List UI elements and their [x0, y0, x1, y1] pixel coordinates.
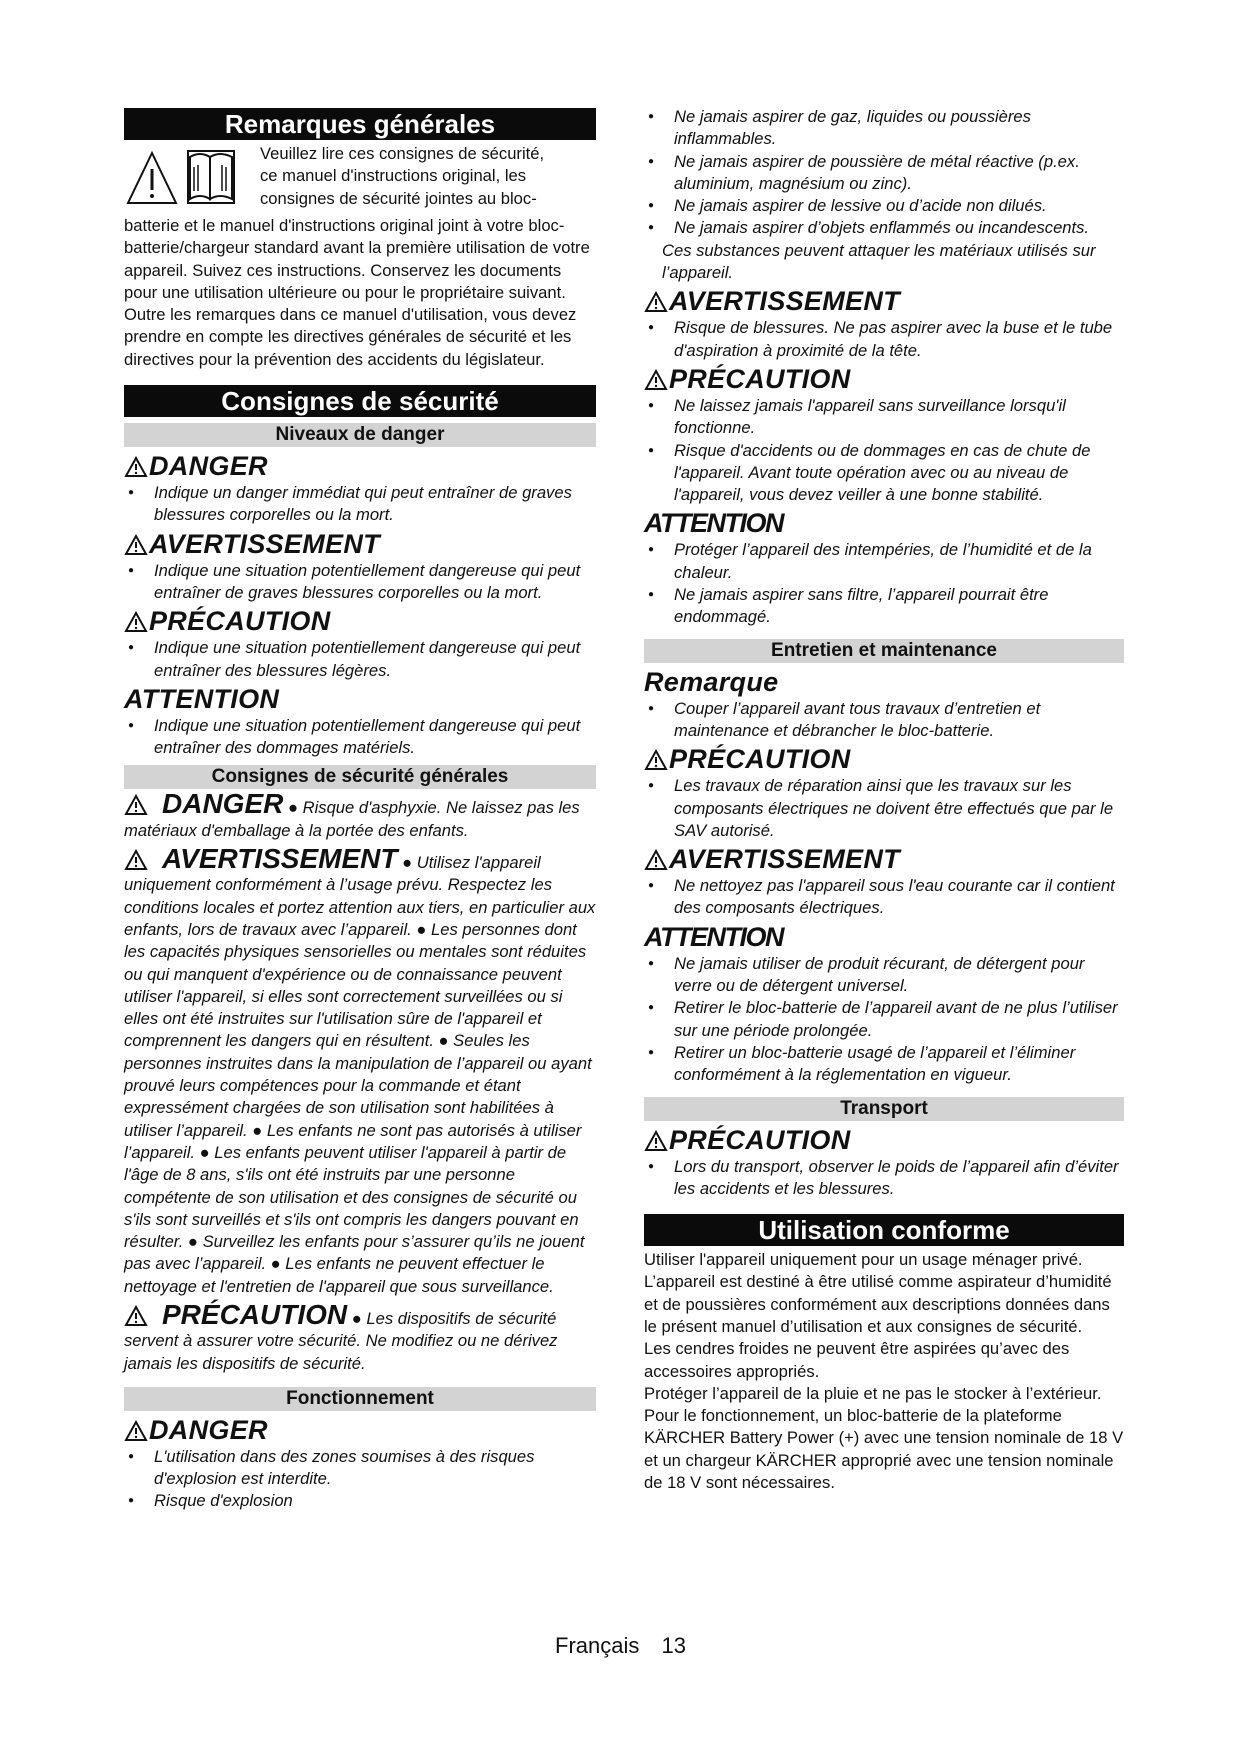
list-item: ● Couper l’appareil avant tous travaux d’entretien et maintenance et débrancher le bloc-batterie. — [644, 698, 1124, 743]
list-item: ● Ne jamais aspirer de lessive ou d’acide non dilués. — [644, 195, 1124, 217]
subheading-fonctionnement: Fonctionnement — [124, 1387, 596, 1411]
general-danger-label: DANGER — [162, 788, 284, 820]
list-item: ● Risque de blessures. Ne pas aspirer avec la buse et le tube d'aspiration à proximité de la tête. — [644, 317, 1124, 362]
list-item: ● Retirer un bloc-batterie usagé de l’appareil et l’éliminer conformément à la réglementation en vigueur. — [644, 1042, 1124, 1087]
right-column — [644, 106, 1124, 1494]
entretien-avertissement — [644, 844, 1124, 875]
right-precaution-label: PRÉCAUTION — [669, 363, 851, 394]
caution-triangle-icon — [124, 611, 148, 633]
level-avertissement-label: AVERTISSEMENT — [149, 528, 380, 559]
util-paragraph: Les cendres froides ne peuvent être aspirées qu’avec des accessoires appropriés. — [644, 1339, 1070, 1381]
list-item: ● Ne laissez jamais l'appareil sans surveillance lorsqu'il fonctionne. — [644, 395, 1124, 440]
level-precaution — [124, 606, 596, 637]
right-avertissement-label: AVERTISSEMENT — [669, 286, 900, 317]
subheading-entretien: Entretien et maintenance — [644, 639, 1124, 663]
level-danger — [124, 451, 596, 482]
general-precaution-label: PRÉCAUTION — [162, 1298, 348, 1330]
intro-paragraph: batterie et le manuel d'instructions original joint à votre bloc-batterie/chargeur standard avant la première utilisation de votre appareil. Suivez ces instructions. Conservez les documents pour une utilisation ultérieure ou pour le propriétaire suivant. — [124, 216, 590, 302]
subheading-niveaux-danger: Niveaux de danger — [124, 423, 596, 447]
general-precaution-block — [124, 1298, 596, 1375]
general-avertissement-block — [124, 843, 596, 1298]
substances-note: Ces substances peuvent attaquer les matériaux utilisés sur l’appareil. — [662, 240, 1096, 283]
caution-triangle-icon — [124, 1305, 148, 1327]
warning-triangle-icon — [124, 145, 254, 211]
list-item: ● Les travaux de réparation ainsi que les travaux sur les composants électriques ne doivent être effectués que par le SAV autorisé. — [644, 775, 1124, 842]
warning-and-manual-icons — [124, 145, 254, 215]
list-item: ● Risque d'accidents ou de dommages en cas de chute de l'appareil. Avant toute opération avec ou au niveau de l'appareil, vous devez veiller à une bonne stabilité. — [644, 440, 1124, 507]
caution-triangle-icon — [644, 369, 668, 391]
intro-line-3: consignes de sécurité jointes au bloc- — [260, 188, 537, 208]
general-precaution-text: ● Les dispositifs de sécurité servent à assurer votre sécurité. Ne modifiez ou ne dérivez jamais les dispositifs de sécurité. — [124, 1308, 558, 1373]
right-precaution — [644, 364, 1124, 395]
page-footer — [0, 1633, 1241, 1659]
util-paragraph: Protéger l’appareil de la pluie et ne pas le stocker à l’extérieur. — [644, 1383, 1102, 1403]
left-column — [124, 108, 596, 1513]
warning-triangle-icon — [644, 849, 668, 871]
directives-paragraph: Outre les remarques dans ce manuel d'utilisation, vous devez prendre en compte les directives générales de sécurité et les directives pour la prévention des accidents du législateur. — [124, 305, 577, 369]
subheading-consignes-generales: Consignes de sécurité générales — [124, 765, 596, 789]
list-item: ● Ne jamais aspirer de gaz, liquides ou poussières inflammables. — [644, 106, 1124, 151]
warning-triangle-icon — [124, 849, 148, 871]
transport-precaution — [644, 1125, 1124, 1156]
list-item: ● Lors du transport, observer le poids de l’appareil afin d’éviter les accidents et les blessures. — [644, 1156, 1124, 1201]
level-danger-label: DANGER — [149, 451, 268, 482]
util-paragraph: L’appareil est destiné à être utilisé comme aspirateur d’humidité et de poussières conformément aux descriptions données dans le présent manuel d’utilisation et aux consignes de sécurité. — [644, 1272, 1112, 1336]
general-avertissement-label: AVERTISSEMENT — [162, 843, 398, 875]
level-precaution-label: PRÉCAUTION — [149, 606, 331, 637]
util-paragraph: Pour le fonctionnement, un bloc-batterie de la plateforme KÄRCHER Battery Power (+) avec une tension nominale de 18 V et un chargeur KÄRCHER approprié avec une tension nominale de 18 V sont nécessaires. — [644, 1406, 1124, 1493]
subheading-transport: Transport — [644, 1097, 1124, 1121]
general-avertissement-text: ● Utilisez l'appareil uniquement conformément à l’usage prévu. Respectez les conditions locales et portez attention aux tiers, en particulier aux enfants, lors de travaux avec l’appareil. ● Les personnes dont les capacités physiques sensorielles ou mentales sont réduites ou qui manquent d'expérience ou de connaissance peuvent utiliser l'appareil, si elles sont correctement surveillées ou si elles ont été instruites sur l'utilisation sûre de l'appareil et comprennent les dangers qui en résultent. ● Seules les personnes instruites dans la manipulation de l’appareil ou ayant prouvé leurs compétences pour la commande et étant expressément chargées de son utilisation sont habilitées à utiliser l’appareil. ● Les enfants ne sont pas autorisés à utiliser l’appareil. ● Les enfants peuvent utiliser l'appareil à partir de l'âge de 8 ans, s'ils ont été instruits par une personne compétente de son utilisation et des consignes de sécurité ou s'ils sont surveillés et s'ils ont compris les dangers pouvant en résulter. ● Surveillez les enfants pour s’assurer qu’ils ne jouent pas avec l’appareil. ● Les enfants ne peuvent effectuer le nettoyage et l'entretien de l'appareil que sous surveillance. — [124, 853, 596, 1296]
list-item: ● Ne nettoyez pas l'appareil sous l'eau courante car il contient des composants électriques. — [644, 875, 1124, 920]
entretien-avertissement-label: AVERTISSEMENT — [669, 844, 900, 875]
list-item: ● Ne jamais aspirer de poussière de métal réactive (p.ex. aluminium, magnésium ou zinc). — [644, 151, 1124, 196]
entretien-precaution — [644, 744, 1124, 775]
transport-precaution-label: PRÉCAUTION — [669, 1124, 851, 1155]
manual-book-icon — [188, 151, 234, 203]
level-avertissement — [124, 529, 596, 560]
caution-triangle-icon — [644, 749, 668, 771]
entretien-precaution-label: PRÉCAUTION — [669, 744, 851, 775]
intro-line-1: Veuillez lire ces consignes de sécurité, — [260, 144, 545, 163]
level-attention-text: ● Indique une situation potentiellement dangereuse qui peut entraîner des dommages matériels. — [124, 715, 596, 760]
fonct-danger — [124, 1415, 596, 1446]
level-danger-text: ● Indique un danger immédiat qui peut entraîner de graves blessures corporelles ou la mort. — [124, 482, 596, 527]
list-item: ● L'utilisation dans des zones soumises à des risques d'explosion est interdite. — [124, 1446, 596, 1491]
level-attention: ATTENTION — [124, 683, 280, 714]
right-attention: ATTENTION — [644, 508, 783, 539]
list-item: ● Ne jamais utiliser de produit récurant, de détergent pour verre ou de détergent universel. — [644, 953, 1124, 998]
level-avertissement-text: ● Indique une situation potentiellement dangereuse qui peut entraîner de graves blessures corporelles ou la mort. — [124, 560, 596, 605]
heading-consignes-securite: Consignes de sécurité — [124, 385, 596, 417]
level-precaution-text: ● Indique une situation potentiellement dangereuse qui peut entraîner des blessures légères. — [124, 637, 596, 682]
danger-triangle-icon — [124, 1420, 148, 1442]
remarque-heading: Remarque — [644, 666, 779, 697]
warning-triangle-icon — [644, 291, 668, 313]
caution-triangle-icon — [644, 1130, 668, 1152]
list-item: ● Protéger l’appareil des intempéries, de l’humidité et de la chaleur. — [644, 539, 1124, 584]
footer-language: Français — [555, 1633, 640, 1658]
fonct-danger-label: DANGER — [149, 1414, 268, 1445]
heading-remarques-generales: Remarques générales — [124, 108, 596, 140]
heading-utilisation-conforme: Utilisation conforme — [644, 1214, 1124, 1246]
list-item: ● Ne jamais aspirer sans filtre, l’appareil pourrait être endommagé. — [644, 584, 1124, 629]
danger-triangle-icon — [124, 794, 148, 816]
danger-triangle-icon — [124, 456, 148, 478]
list-item: ● Retirer le bloc-batterie de l’appareil avant de ne plus l’utiliser sur une période prolongée. — [644, 997, 1124, 1042]
util-paragraph: Utiliser l'appareil uniquement pour un usage ménager privé. — [644, 1250, 1083, 1270]
list-item: ● Risque d'explosion — [124, 1490, 596, 1512]
list-item: ● Ne jamais aspirer d’objets enflammés ou incandescents. — [644, 217, 1124, 239]
intro-block — [124, 143, 596, 371]
intro-line-2: ce manuel d'instructions original, les — [260, 166, 527, 186]
page-number: 13 — [661, 1633, 686, 1658]
general-danger-text: ● Risque d'asphyxie. Ne laissez pas les matériaux d'emballage à la portée des enfants. — [124, 798, 580, 840]
warning-triangle-icon — [124, 534, 148, 556]
general-danger-block — [124, 788, 596, 842]
right-avertissement — [644, 286, 1124, 317]
entretien-attention: ATTENTION — [644, 921, 783, 952]
